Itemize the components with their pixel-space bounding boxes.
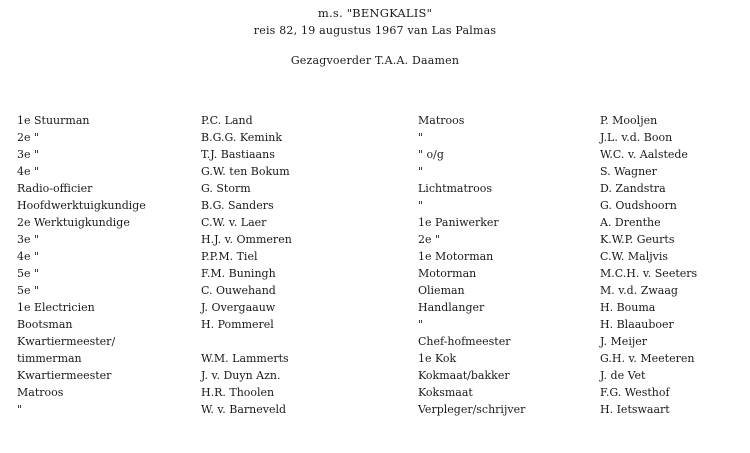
rank-entry: 4e ": [17, 165, 40, 178]
rank-entry: 2e ": [418, 233, 441, 246]
rank-entry: Bootsman: [17, 318, 73, 331]
crew-name: W. v. Barneveld: [201, 403, 287, 416]
rank-entry: Verpleger/schrijver: [418, 403, 526, 416]
rank-entry: 3e ": [17, 233, 40, 246]
rank-entry: ": [418, 165, 424, 178]
rank-entry: 2e Werktuigkundige: [17, 216, 130, 229]
rank-entry: Chef-hofmeester: [418, 335, 511, 348]
rank-entry: Kwartiermeester/: [17, 335, 116, 348]
crew-name: D. Zandstra: [600, 182, 666, 195]
ship-name: m.s. "BENGKALIS": [317, 6, 433, 20]
crew-name: A. Drenthe: [600, 216, 661, 229]
crew-name: B.G.G. Kemink: [201, 131, 282, 144]
rank-entry: Motorman: [418, 267, 477, 280]
voyage-line: reis 82, 19 augustus 1967 van Las Palmas: [253, 24, 497, 37]
rank-entry: Kwartiermeester: [17, 369, 112, 382]
captain-line: Gezagvoerder T.A.A. Daamen: [290, 54, 460, 67]
crew-name: G.H. v. Meeteren: [600, 352, 695, 365]
rank-entry: Matroos: [418, 114, 465, 127]
crew-name: C. Ouwehand: [201, 284, 276, 297]
crew-name: H. Bouma: [600, 301, 656, 314]
crew-name: T.J. Bastiaans: [201, 148, 275, 161]
crew-name: P.C. Land: [201, 114, 253, 127]
crew-name: S. Wagner: [600, 165, 657, 178]
rank-entry: 2e ": [17, 131, 40, 144]
crew-name: G. Oudshoorn: [600, 199, 677, 212]
crew-name: F.G. Westhof: [600, 386, 670, 399]
crew-name: J.L. v.d. Boon: [600, 131, 673, 144]
left-names-column: [201, 112, 406, 418]
rank-entry: Hoofdwerktuigkundige: [17, 199, 146, 212]
left-ranks-column: [17, 112, 197, 418]
crew-name: H. Ietswaart: [600, 403, 670, 416]
rank-entry: 1e Electricien: [17, 301, 95, 314]
rank-entry: 1e Kok: [418, 352, 457, 365]
crew-name: B.G. Sanders: [201, 199, 274, 212]
rank-entry: Koksmaat: [418, 386, 473, 399]
crew-name: H. Blaauboer: [600, 318, 674, 331]
rank-entry: 3e ": [17, 148, 40, 161]
crew-name: J. Meijer: [600, 335, 648, 348]
rank-entry: 1e Stuurman: [17, 114, 90, 127]
crew-name: H. Pommerel: [201, 318, 274, 331]
crew-name: W.M. Lammerts: [201, 352, 289, 365]
rank-entry: 4e ": [17, 250, 40, 263]
crew-name: J. de Vet: [600, 369, 646, 382]
rank-entry: ": [418, 131, 424, 144]
crew-name: H.J. v. Ommeren: [201, 233, 292, 246]
rank-entry: Lichtmatroos: [418, 182, 493, 195]
rank-entry: 5e ": [17, 284, 40, 297]
rank-entry: timmerman: [17, 352, 82, 365]
rank-entry: Radio-officier: [17, 182, 93, 195]
crew-name: G. Storm: [201, 182, 251, 195]
rank-entry: 1e Paniwerker: [418, 216, 499, 229]
crew-name: K.W.P. Geurts: [600, 233, 675, 246]
crew-name: P. Mooljen: [600, 114, 658, 127]
rank-entry: Matroos: [17, 386, 64, 399]
crew-name: W.C. v. Aalstede: [600, 148, 688, 161]
rank-entry: " o/g: [418, 148, 444, 161]
rank-entry: Handlanger: [418, 301, 485, 314]
crew-name: J. v. Duyn Azn.: [201, 369, 281, 382]
rank-entry: 1e Motorman: [418, 250, 494, 263]
right-ranks-column: [418, 112, 593, 418]
crew-name: C.W. v. Laer: [201, 216, 267, 229]
right-names-column: [600, 112, 748, 418]
crew-name: J. Overgaauw: [201, 301, 276, 314]
crew-name: F.M. Buningh: [201, 267, 276, 280]
crew-name: M.C.H. v. Seeters: [600, 267, 698, 280]
crew-name: C.W. Maljvis: [600, 250, 669, 263]
crew-name: G.W. ten Bokum: [201, 165, 290, 178]
rank-entry: ": [17, 403, 23, 416]
crew-name: [201, 333, 406, 350]
rank-entry: ": [418, 199, 424, 212]
rank-entry: 5e ": [17, 267, 40, 280]
rank-entry: Olieman: [418, 284, 465, 297]
rank-entry: Kokmaat/bakker: [418, 369, 510, 382]
crew-name: H.R. Thoolen: [201, 386, 275, 399]
crew-name: M. v.d. Zwaag: [600, 284, 678, 297]
rank-entry: ": [418, 318, 424, 331]
crew-name: P.P.M. Tiel: [201, 250, 258, 263]
